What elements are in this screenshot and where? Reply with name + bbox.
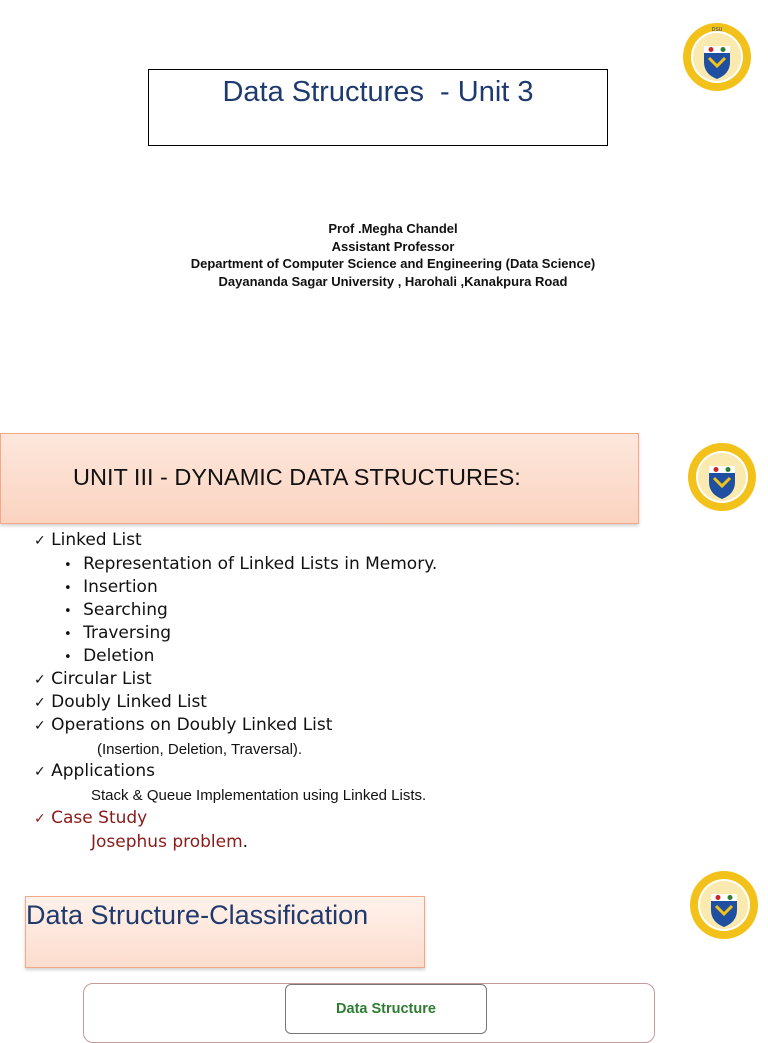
author-name: Prof .Megha Chandel xyxy=(328,221,458,236)
bullet-icon: • xyxy=(64,581,72,596)
bullet-icon: • xyxy=(64,650,72,665)
list-item xyxy=(34,715,332,735)
list-item xyxy=(64,646,154,666)
svg-text:DSU: DSU xyxy=(711,27,723,33)
list-item-label: Linked List xyxy=(51,530,142,550)
list-item xyxy=(64,623,171,643)
list-item-label: Case Study xyxy=(51,808,148,828)
checkmark-icon: ✓ xyxy=(34,533,46,549)
list-item-label: Searching xyxy=(83,600,168,620)
list-item xyxy=(34,692,207,712)
slide1-title-box xyxy=(148,69,608,146)
list-item-detail: Stack & Queue Implementation using Linked Lists. xyxy=(91,787,427,804)
list-item-label: Traversing xyxy=(83,623,172,643)
bullet-icon: • xyxy=(64,604,72,619)
author-university: Dayananda Sagar University , Harohali ,Kanakpura Road xyxy=(218,273,568,289)
author-block xyxy=(100,220,686,290)
list-item xyxy=(64,600,168,620)
unit-heading: UNIT III - DYNAMIC DATA STRUCTURES: xyxy=(73,464,521,490)
list-item xyxy=(64,554,437,574)
bullet-icon: • xyxy=(64,558,72,573)
checkmark-icon: ✓ xyxy=(34,695,46,711)
list-item xyxy=(64,577,158,597)
list-item-label: Deletion xyxy=(83,646,155,666)
university-crest-icon xyxy=(687,442,757,512)
university-crest-icon xyxy=(682,22,752,92)
josephus-problem-text: Josephus problem xyxy=(91,832,243,852)
list-item-label: Insertion xyxy=(83,577,158,597)
list-item-label: Representation of Linked Lists in Memory. xyxy=(83,554,438,574)
list-item-label: Circular List xyxy=(51,669,152,689)
university-crest-icon xyxy=(689,870,759,940)
list-item xyxy=(34,669,152,689)
list-item xyxy=(34,761,155,781)
diagram-node-label: Data Structure xyxy=(336,1001,436,1017)
checkmark-icon: ✓ xyxy=(34,718,46,734)
list-item-label: Operations on Doubly Linked List xyxy=(51,715,333,735)
checkmark-icon: ✓ xyxy=(34,811,46,827)
checkmark-icon: ✓ xyxy=(34,764,46,780)
list-item-label: Doubly Linked List xyxy=(51,692,207,712)
list-item-detail: (Insertion, Deletion, Traversal). xyxy=(97,741,303,758)
author-role: Assistant Professor xyxy=(331,238,455,254)
list-item-label: Applications xyxy=(51,761,155,781)
author-department: Department of Computer Science and Engineering (Data Science) xyxy=(190,256,596,271)
list-item xyxy=(34,530,142,550)
classification-heading: Data Structure-Classification xyxy=(26,900,369,930)
unit-heading-banner xyxy=(0,433,639,524)
bullet-icon: • xyxy=(64,627,72,642)
slide1-title: Data Structures - Unit 3 xyxy=(222,76,534,108)
diagram-node-root xyxy=(285,984,487,1034)
period-text: . xyxy=(242,832,249,852)
list-item xyxy=(34,808,147,828)
list-item-detail xyxy=(91,832,248,852)
checkmark-icon: ✓ xyxy=(34,672,46,688)
classification-heading-box xyxy=(25,896,425,968)
